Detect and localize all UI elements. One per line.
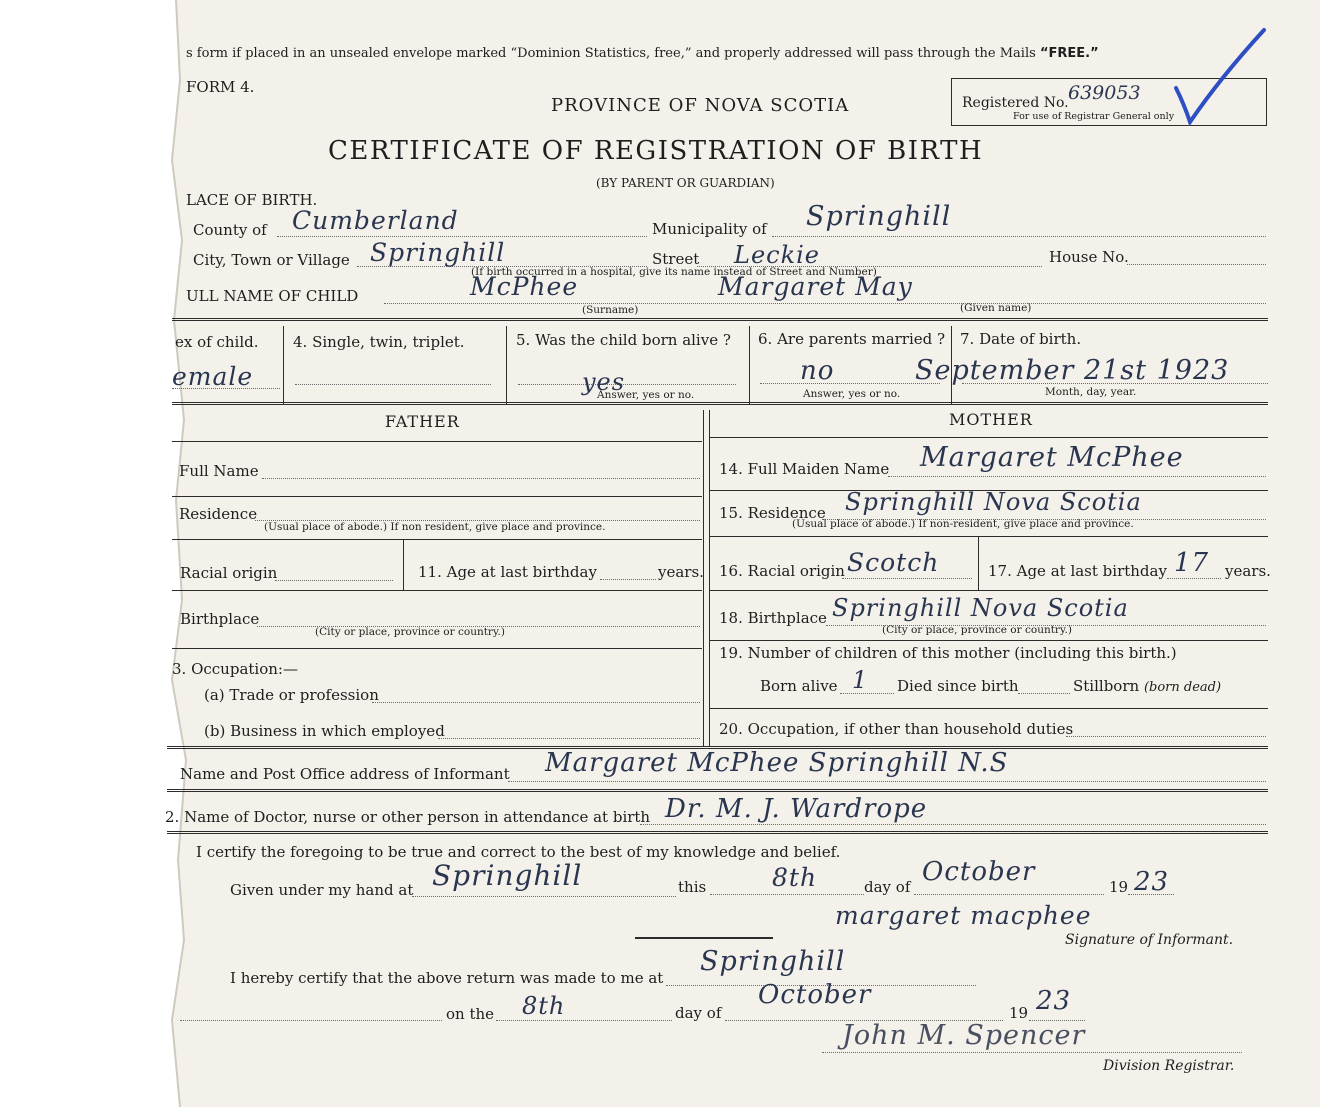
registrar-place-value: Springhill [700, 946, 846, 977]
mother-occupation-line [1066, 736, 1266, 737]
county-line [277, 236, 647, 237]
rule-child [172, 318, 1268, 321]
divider [710, 708, 1268, 709]
registrar-year-prefix: 19 [1009, 1004, 1029, 1022]
checkmark-icon [1172, 26, 1268, 126]
registrar-day-of-label: day of [675, 1004, 722, 1022]
divider [710, 437, 1268, 438]
father-birthplace-note: (City or place, province or country.) [315, 626, 505, 638]
mother-children-label: 19. Number of children of this mother (including this birth.) [719, 644, 1177, 662]
informant-label: Name and Post Office address of Informant [180, 765, 510, 783]
divider [403, 540, 404, 590]
sex-value: emale [172, 362, 254, 391]
informant-line [508, 781, 1266, 782]
mother-maiden-value: Margaret McPhee [920, 442, 1184, 473]
registered-number: 639053 [1068, 82, 1141, 104]
mother-residence-note: (Usual place of abode.) If non-resident, give place and province. [792, 518, 1134, 530]
mother-years-label: years. [1225, 562, 1271, 580]
plural-label: 4. Single, twin, triplet. [293, 333, 465, 351]
mail-notice: s form if placed in an unsealed envelope marked “Dominion Statistics, free,” and properly addressed will pass through the Mails “FREE.” [186, 46, 1099, 61]
father-name-line [262, 478, 700, 479]
this-label: this [678, 878, 707, 896]
divider [283, 326, 284, 404]
hospital-note: (If birth occurred in a hospital, give its name instead of Street and Number) [471, 266, 877, 278]
child-name-line [384, 303, 1266, 304]
alive-value: yes [582, 368, 626, 396]
mother-birthplace-value: Springhill Nova Scotia [832, 594, 1129, 622]
alive-note: Answer, yes or no. [597, 389, 695, 401]
registered-label: Registered No. [962, 95, 1069, 111]
born-alive-label: Born alive [760, 677, 838, 695]
married-label: 6. Are parents married ? [758, 330, 946, 348]
father-business-line [438, 738, 700, 739]
divider [978, 537, 979, 590]
certify-month-line [914, 894, 1104, 895]
plural-line [295, 384, 491, 385]
dob-label: 7. Date of birth. [960, 330, 1082, 348]
registrar-month-value: October [758, 980, 872, 1010]
registrar-signature-label: Division Registrar. [1103, 1058, 1235, 1074]
mother-residence-value: Springhill Nova Scotia [845, 488, 1142, 516]
child-given-name: Margaret May [718, 272, 913, 301]
informant-signature-label: Signature of Informant. [1065, 932, 1234, 948]
dob-note: Month, day, year. [1045, 386, 1137, 398]
house-line [1127, 264, 1266, 265]
divider [709, 410, 710, 746]
torn-edge [142, 0, 192, 1107]
mother-racial-value: Scotch [847, 548, 940, 577]
street-label: Street [652, 250, 700, 268]
registrar-lead-line [180, 1020, 442, 1021]
informant-signature: margaret macphee [835, 901, 1092, 930]
divider [172, 590, 702, 591]
sex-line [172, 388, 280, 389]
county-value: Cumberland [292, 206, 459, 235]
divider [749, 326, 750, 404]
registrar-signature: John M. Spencer [842, 1020, 1086, 1051]
sex-label: ex of child. [175, 333, 259, 351]
signature-stub-line [635, 937, 773, 939]
father-name-label: Full Name [179, 462, 259, 480]
father-business-label: (b) Business in which employed [204, 722, 445, 740]
mother-residence-label: 15. Residence [719, 504, 826, 522]
married-note: Answer, yes or no. [803, 388, 901, 400]
divider [172, 496, 702, 497]
certify-day-line [710, 894, 864, 895]
municipality-label: Municipality of [652, 220, 767, 238]
alive-line [518, 384, 736, 385]
child-surname: McPhee [470, 272, 579, 301]
certify-day-of-label: day of [864, 878, 911, 896]
informant-value: Margaret McPhee Springhill N.S [545, 748, 1009, 778]
city-value: Springhill [370, 238, 506, 267]
mother-racial-line [842, 578, 972, 579]
given-label: Given under my hand at [230, 881, 414, 899]
father-age-line [600, 579, 656, 580]
divider [506, 326, 507, 404]
certify-year-prefix: 19 [1109, 878, 1129, 896]
alive-label: 5. Was the child born alive ? [516, 331, 731, 349]
rule-certify [167, 831, 1268, 834]
father-trade-line [372, 702, 700, 703]
father-years-label: years. [658, 563, 704, 581]
given-place-value: Springhill [432, 859, 583, 892]
died-label: Died since birth [897, 677, 1019, 695]
mother-birthplace-note: (City or place, province or country.) [882, 624, 1072, 636]
doctor-value: Dr. M. J. Wardrope [665, 794, 928, 824]
certify-year-value: 23 [1134, 867, 1170, 897]
county-label: County of [193, 221, 267, 239]
child-name-label: ULL NAME OF CHILD [186, 287, 359, 305]
place-heading: LACE OF BIRTH. [186, 191, 318, 209]
given-name-note: (Given name) [960, 302, 1032, 314]
father-heading: FATHER [385, 412, 460, 431]
father-age-label: 11. Age at last birthday [418, 563, 597, 581]
certify-month-value: October [922, 857, 1036, 887]
certificate-subtitle: (BY PARENT OR GUARDIAN) [596, 176, 775, 190]
father-residence-note: (Usual place of abode.) If non resident, give place and province. [264, 521, 606, 533]
mother-age-value: 17 [1174, 548, 1210, 578]
father-racial-label: Racial origin [180, 564, 278, 582]
mother-racial-label: 16. Racial origin [719, 562, 845, 580]
mother-heading: MOTHER [949, 410, 1033, 429]
registrar-year-value: 23 [1036, 986, 1072, 1016]
mother-maiden-line [888, 476, 1266, 477]
stillborn-label: Stillborn (born dead) [1073, 677, 1222, 695]
registrar-day-line [496, 1020, 672, 1021]
father-residence-label: Residence [179, 505, 258, 523]
surname-note: (Surname) [582, 304, 639, 316]
rule-parents [172, 402, 1268, 405]
born-alive-value: 1 [852, 666, 869, 694]
registrar-signature-line [822, 1052, 1242, 1053]
registrar-statement: I hereby certify that the above return was made to me at [230, 969, 664, 987]
married-value: no [800, 356, 835, 386]
father-occupation-label: 3. Occupation:— [172, 660, 298, 678]
house-label: House No. [1049, 248, 1129, 266]
dob-value: September 21st 1923 [915, 355, 1230, 386]
registrar-day-value: 8th [522, 992, 566, 1020]
doctor-line [640, 824, 1266, 825]
on-the-label: on the [446, 1005, 495, 1023]
given-place-line [412, 896, 676, 897]
married-line [760, 383, 940, 384]
divider [172, 539, 702, 540]
father-birthplace-label: Birthplace [180, 610, 260, 628]
mother-age-line [1167, 578, 1221, 579]
divider [172, 648, 702, 649]
divider [710, 536, 1268, 537]
divider [710, 640, 1268, 641]
street-value: Leckie [734, 241, 821, 269]
father-trade-label: (a) Trade or profession [204, 686, 379, 704]
municipality-value: Springhill [806, 201, 952, 232]
form-number: FORM 4. [186, 78, 255, 96]
municipality-line [772, 236, 1266, 237]
mother-maiden-label: 14. Full Maiden Name [719, 460, 890, 478]
certificate-title: CERTIFICATE OF REGISTRATION OF BIRTH [328, 136, 984, 166]
mother-age-label: 17. Age at last birthday [988, 562, 1167, 580]
doctor-label: 2. Name of Doctor, nurse or other person in attendance at birth [165, 808, 651, 826]
divider [710, 590, 1268, 591]
divider [172, 441, 702, 442]
died-line [1018, 693, 1070, 694]
certify-day-value: 8th [772, 863, 818, 892]
province-heading: PROVINCE OF NOVA SCOTIA [551, 95, 850, 116]
city-label: City, Town or Village [193, 251, 350, 269]
registrar-note: For use of Registrar General only [1013, 111, 1175, 122]
mother-birthplace-label: 18. Birthplace [719, 609, 827, 627]
certify-statement: I certify the foregoing to be true and correct to the best of my knowledge and belief. [196, 843, 841, 861]
father-racial-line [275, 580, 393, 581]
mother-occupation-label: 20. Occupation, if other than household duties [719, 720, 1074, 738]
rule-doctor [167, 789, 1268, 792]
